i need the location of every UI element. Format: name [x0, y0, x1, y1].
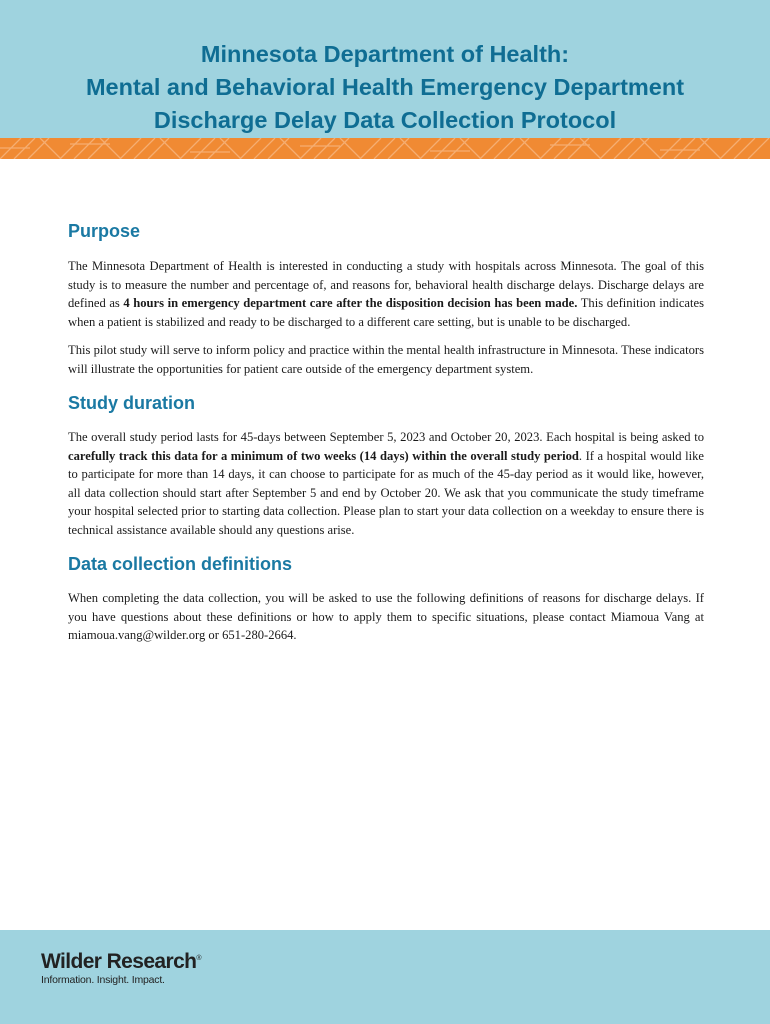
section-data-collection-definitions: [68, 553, 704, 645]
purpose-p1-bold: 4 hours in emergency department care after the disposition decision has been made.: [123, 296, 578, 310]
title-line-3: Discharge Delay Data Collection Protocol: [153, 107, 617, 133]
section-purpose: [68, 220, 704, 378]
purpose-paragraph-2: This pilot study will serve to inform policy and practice within the mental health infrastructure in Minnesota. These indicators will illustrate the opportunities for patient care outside of the emergency department system.: [68, 343, 704, 376]
pattern-graphic: [0, 138, 770, 159]
duration-p1-text-b: . If a hospital would like to participate for more than 14 days, it can choose to participate for as much of the 45-day period as it would like, however, all data collection should start after September 5 and end by October 20. We ask that you communicate the study timeframe your hospital selected prior to starting data collection. Please plan to start your data collection on a weekday to ensure there is technical assistance available should any questions arise.: [68, 448, 704, 537]
heading-data-collection-definitions: Data collection definitions: [68, 554, 293, 574]
heading-study-duration: Study duration: [68, 393, 195, 413]
purpose-paragraph-1: [68, 257, 704, 331]
decorative-pattern-band: [0, 138, 770, 159]
duration-paragraph-1: [68, 428, 704, 539]
document-body: [68, 220, 704, 645]
document-title: [0, 38, 770, 137]
logo-name-text: Wilder Research: [41, 950, 197, 973]
heading-purpose: Purpose: [68, 221, 141, 241]
purpose-p1-text-a: The Minnesota Department of Health is interested in conducting a study with hospitals across Minnesota. The goal of this study is to measure the number and percentage of, and reasons for, behavioral health discharge delays. Discharge delays are defined as: [68, 259, 704, 310]
logo-tagline: Information. Insight. Impact.: [41, 974, 165, 986]
purpose-p1-text-b: This definition indicates when a patient is stabilized and ready to be discharged to a different care setting, but is unable to be discharged.: [68, 296, 704, 329]
title-line-2: Mental and Behavioral Health Emergency Department: [85, 74, 685, 100]
definitions-paragraph-1: When completing the data collection, you will be asked to use the following definitions of reasons for discharge delays. If you have questions about these definitions or how to apply them to specific situations, please contact Miamoua Vang at miamoua.vang@wilder.org or 651-280-2664.: [68, 591, 704, 642]
header-banner: [0, 0, 770, 138]
logo-name: [41, 947, 201, 974]
duration-p1-text-a: The overall study period lasts for 45-days between September 5, 2023 and October 20, 2023. Each hospital is being asked to: [68, 430, 704, 444]
registered-mark: ®: [196, 955, 201, 962]
wilder-research-logo: [41, 947, 201, 986]
footer-banner: [0, 930, 770, 1024]
section-study-duration: [68, 392, 704, 539]
title-line-1: Minnesota Department of Health:: [200, 41, 570, 67]
duration-p1-bold: carefully track this data for a minimum of two weeks (14 days) within the overall study period: [68, 448, 579, 463]
